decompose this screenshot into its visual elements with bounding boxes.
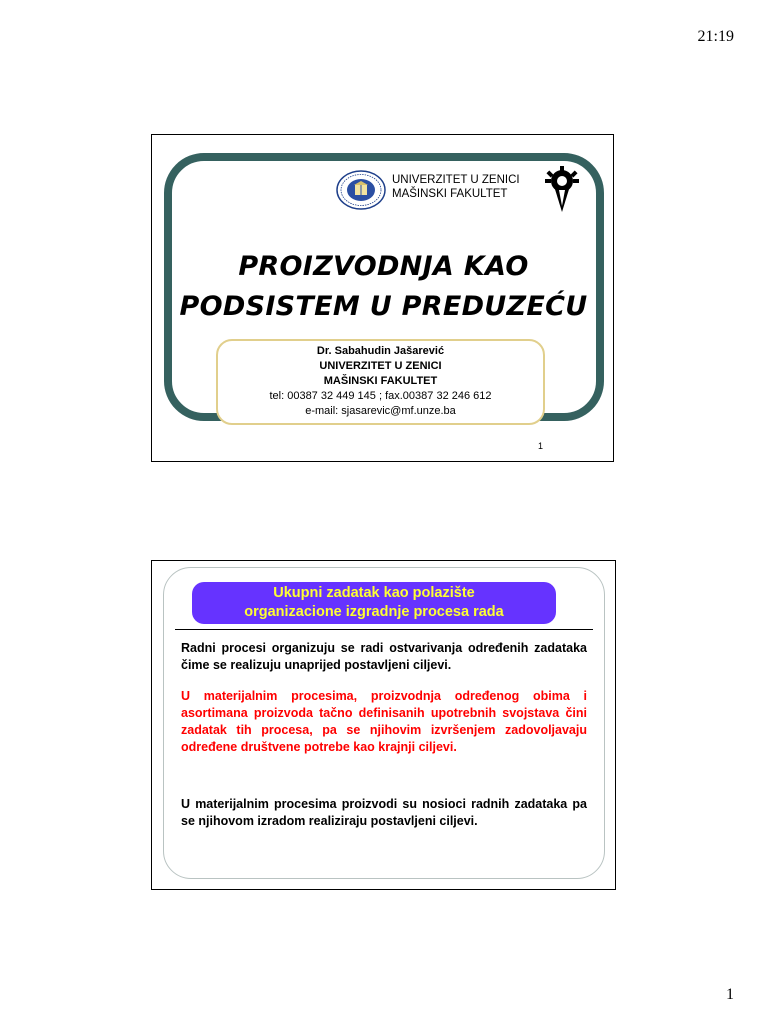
author-phone: tel: 00387 32 449 145 ; fax.00387 32 246 612	[269, 390, 492, 402]
header-line-2: organizacione izgradnje procesa rada	[244, 604, 504, 620]
title-line-2: PODSISTEM U PREDUZEĆU	[179, 291, 588, 322]
page-time: 21:19	[697, 28, 734, 45]
author-name: Dr. Sabahudin Jašarević	[316, 345, 445, 357]
slide-1-title	[152, 247, 615, 327]
paragraph-2: U materijalnim procesima, proizvodnja određenog obima i asortimana proizvoda tačno definisanih upotrebnih svojstava čini zadatak tih procesa, pa se njihovim izvršenjem zadovoljavaju određene društvene potrebe kao krajnji ciljevi.	[181, 689, 587, 754]
gear-logo-icon	[545, 166, 579, 214]
page-number: 1	[726, 986, 734, 1003]
header-divider	[175, 629, 593, 630]
author-email: e-mail: sjasarevic@mf.unze.ba	[305, 405, 456, 417]
author-faculty: MAŠINSKI FAKULTET	[323, 375, 438, 387]
paragraph-1: Radni procesi organizuju se radi ostvarivanja određenih zadataka čime se realizuju unaprijed postavljeni ciljevi.	[181, 641, 587, 672]
slide-1	[151, 134, 614, 462]
slide-2	[151, 560, 616, 890]
paragraph-3: U materijalnim procesima proizvodi su nosioci radnih zadataka pa se njihovom izradom realiziraju postavljeni ciljevi.	[181, 797, 587, 828]
author-box	[216, 339, 545, 425]
header-line-1: Ukupni zadatak kao polazište	[273, 585, 475, 601]
slide-1-number: 1	[538, 441, 544, 451]
title-line-1: PROIZVODNJA KAO	[238, 251, 529, 282]
university-name	[392, 173, 520, 201]
slide-2-header	[192, 582, 556, 624]
faculty-label: MAŠINSKI FAKULTET	[392, 188, 508, 200]
author-university: UNIVERZITET U ZENICI	[319, 360, 442, 372]
university-seal-icon	[335, 169, 387, 211]
university-label: UNIVERZITET U ZENICI	[392, 174, 520, 186]
